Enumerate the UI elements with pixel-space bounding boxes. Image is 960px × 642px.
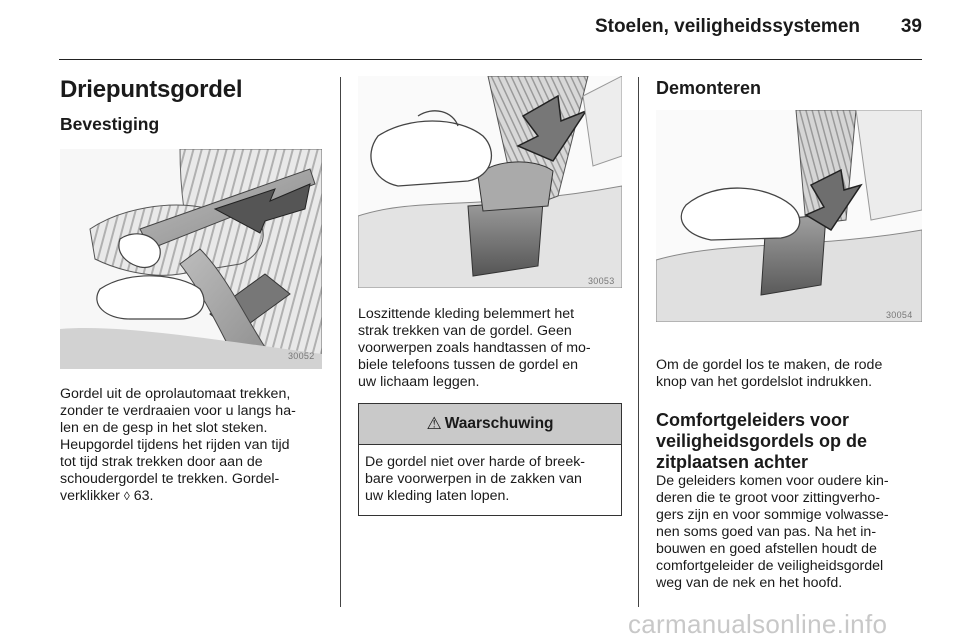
warning-box [358, 403, 622, 516]
warning-body [359, 445, 621, 515]
releasing-buckle-illustration [656, 110, 922, 322]
column-divider-left [340, 77, 341, 607]
subsection-heading: Bevestiging [60, 114, 160, 134]
body-text [358, 306, 622, 391]
figure-fastening-belt [60, 149, 322, 369]
body-text [656, 357, 922, 391]
body-line: uw lichaam leggen. [358, 374, 480, 390]
watermark: carmanualsonline.info [628, 609, 888, 639]
warning-line: De gordel niet over harde of breek- [365, 454, 586, 470]
figure-number: 30052 [288, 351, 315, 361]
column-divider-right [638, 77, 639, 607]
section-heading: Driepuntsgordel [60, 76, 243, 103]
body-line: voorwerpen zoals handtassen of mo- [358, 340, 591, 356]
body-line: tot tijd strak trekken door aan de [60, 454, 263, 470]
body-line: gers zijn en voor sommige volwasse- [656, 507, 889, 523]
section-heading: Demonteren [656, 78, 762, 98]
body-line: strak trekken van de gordel. Geen [358, 323, 572, 339]
figure-inserting-buckle [358, 76, 622, 288]
figure-releasing-buckle [656, 110, 922, 322]
page-reference-arrow-icon[interactable]: ◊ [123, 489, 130, 503]
header-rule [59, 59, 922, 60]
body-line: Loszittende kleding belemmert het [358, 306, 575, 322]
heading-line: zitplaatsen achter [656, 452, 809, 472]
body-line-with-xref [60, 488, 322, 505]
column-1 [60, 76, 322, 505]
column-3 [656, 76, 922, 592]
body-line: schoudergordel te trekken. Gordel- [60, 471, 280, 487]
heading-line: Comfortgeleiders voor [656, 410, 850, 430]
body-line: knop van het gordelslot indrukken. [656, 374, 873, 390]
body-line: De geleiders komen voor oudere kin- [656, 473, 889, 489]
body-line: biele telefoons tussen de gordel en [358, 357, 579, 373]
body-line: Om de gordel los te maken, de rode [656, 357, 883, 373]
body-line: bouwen en goed afstellen houdt de [656, 541, 877, 557]
warning-title: Waarschuwing [444, 415, 554, 432]
body-line: verklikker [60, 488, 120, 504]
body-line: Gordel uit de oprolautomaat trekken, [60, 386, 291, 402]
page-reference-link[interactable]: 63. [133, 488, 154, 504]
page-number: 39 [900, 16, 922, 37]
warning-header [359, 404, 621, 445]
body-line: Heupgordel tijdens het rijden van tijd [60, 437, 290, 453]
column-2 [358, 76, 622, 516]
body-line: deren die te groot voor zittingverho- [656, 490, 880, 506]
body-line: len en de gesp in het slot steken. [60, 420, 268, 436]
body-line: nen soms goed van pas. Na het in- [656, 524, 877, 540]
warning-line: bare voorwerpen in de zakken van [365, 471, 582, 487]
warning-line: uw kleding laten lopen. [365, 488, 510, 504]
inserting-buckle-illustration [358, 76, 622, 288]
header-title: Stoelen, veiligheidssystemen [594, 16, 860, 37]
body-line: weg van de nek en het hoofd. [656, 575, 843, 591]
warning-triangle-icon: ⚠ [426, 414, 442, 433]
figure-number: 30053 [588, 276, 615, 286]
body-line: zonder te verdraaien voor u langs ha- [60, 403, 296, 419]
subsection-heading [656, 410, 922, 473]
figure-number: 30054 [886, 310, 913, 320]
heading-line: veiligheidsgordels op de [656, 431, 868, 451]
fastening-belt-illustration [60, 149, 322, 369]
body-text [60, 386, 322, 505]
body-text [656, 473, 922, 592]
body-line: comfortgeleider de veiligheidsgordel [656, 558, 884, 574]
